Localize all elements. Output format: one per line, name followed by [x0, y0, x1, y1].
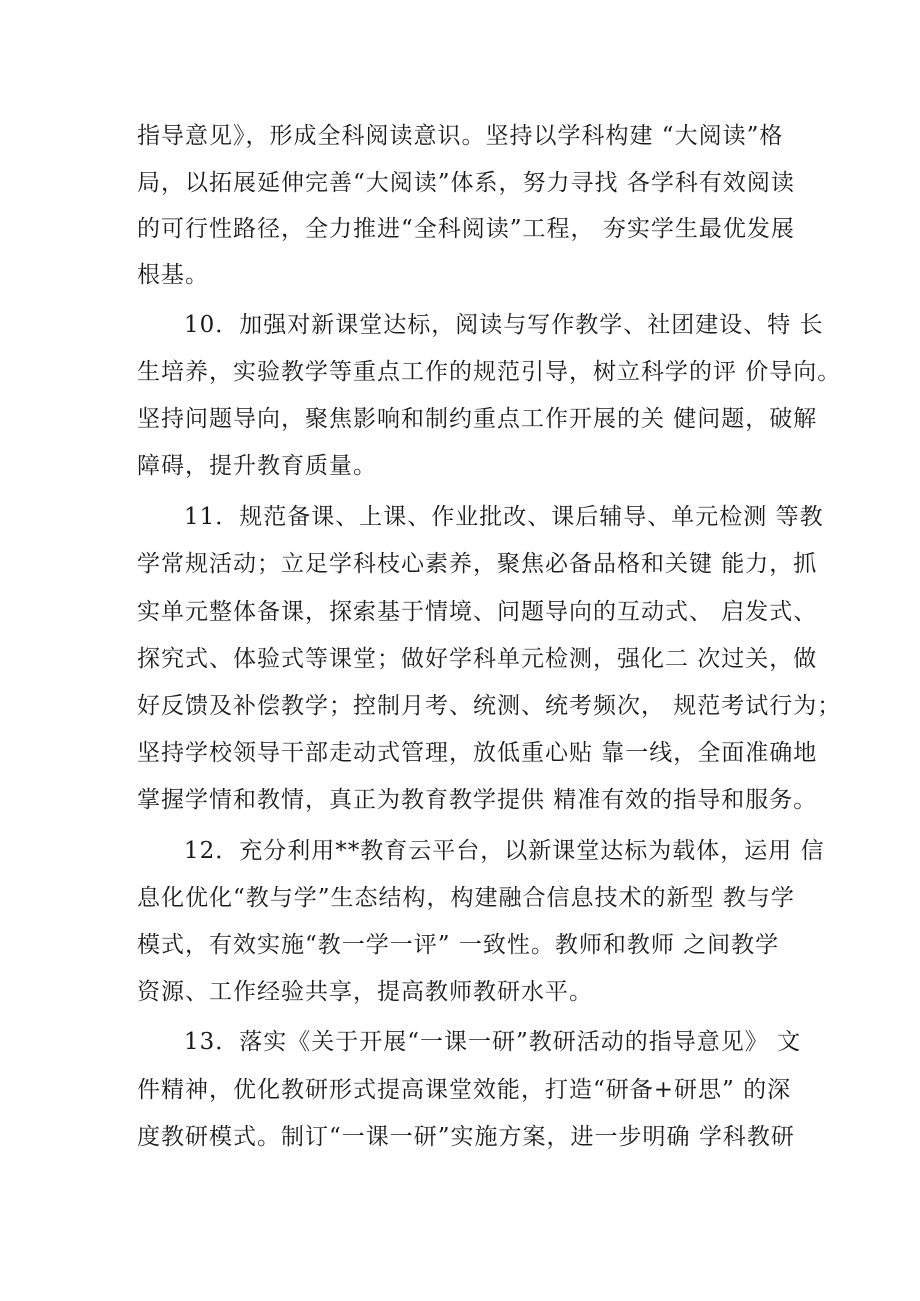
text-line: 学常规活动；立足学科枝心素养，聚焦必备品格和关键 能力，抓 [137, 551, 818, 577]
text-line: 12．充分利用**教育云平台，以新课堂达标为载体，运用 信 [184, 838, 825, 864]
text-line: 度教研模式。制订“一课一研”实施方案，进一步明确 学科教研 [137, 1124, 795, 1150]
text-line: 资源、工作经验共享，提高教师教研水平。 [137, 979, 593, 1005]
text-line: 坚持问题导向，聚焦影响和制约重点工作开展的关 健问题，破解 [137, 406, 818, 432]
text-line: 好反馈及补偿教学；控制月考、统测、统考频次， 规范考试行为； [137, 693, 842, 719]
text-line: 掌握学情和教情，真正为教育教学提供 精准有效的指导和服务。 [137, 787, 818, 813]
text-line: 11．规范备课、上课、作业批改、课后辅导、单元检测 等教 [184, 504, 824, 530]
text-line: 13．落实《关于开展“一课一研”教研活动的指导意见》 文 [184, 1029, 802, 1055]
text-line: 10．加强对新课堂达标，阅读与写作教学、社团建设、特 长 [184, 312, 824, 338]
text-line: 件精神，优化教研形式提高课堂效能，打造“研备+研思” 的深 [137, 1077, 792, 1103]
text-line: 根基。 [137, 262, 209, 288]
text-line: 实单元整体备课，探索基于情境、问题导向的互动式、 启发式、 [137, 599, 818, 625]
text-line: 局，以拓展延伸完善“大阅读”体系，努力寻找 各学科有效阅读 [137, 170, 795, 196]
text-line: 生培养，实验教学等重点工作的规范引导，树立科学的评 价导向。 [137, 359, 842, 385]
text-line: 探究式、体验式等课堂；做好学科单元检测，强化二 次过关，做 [137, 646, 818, 672]
text-line: 坚持学校领导干部走动式管理，放低重心贴 靠一线，全面准确地 [137, 740, 818, 766]
text-line: 模式，有效实施“教一学一评” 一致性。教师和教师 之间教学 [137, 932, 780, 958]
text-line: 障碍，提升教育质量。 [137, 453, 377, 479]
text-line: 息化优化“教与学”生态结构，构建融合信息技术的新型 教与学 [137, 885, 795, 911]
text-line: 指导意见》，形成全科阅读意识。坚持以学科构建 “大阅读”格 [137, 123, 784, 149]
text-line: 的可行性路径，全力推进“全科阅读”工程， 夯实学生最优发展 [137, 216, 795, 242]
